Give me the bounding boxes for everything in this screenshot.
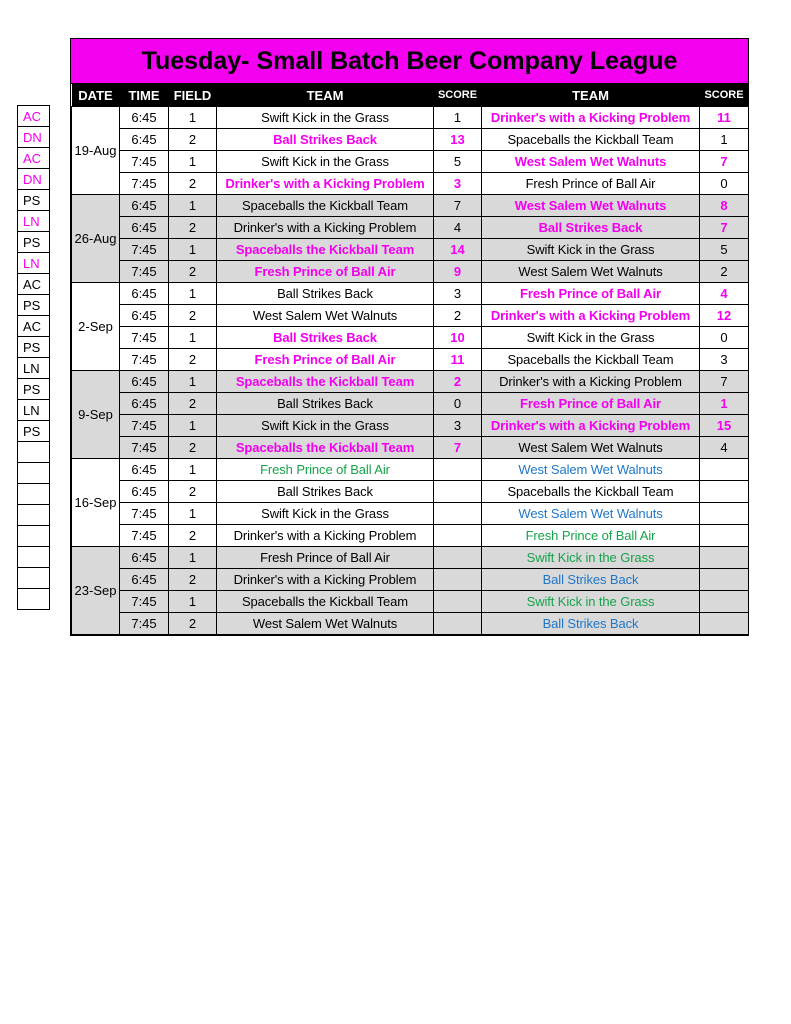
score-1-cell: 11 <box>434 349 482 371</box>
code-row <box>18 421 50 442</box>
time-cell: 7:45 <box>120 613 169 635</box>
field-cell: 2 <box>169 393 217 415</box>
team-1-cell: Ball Strikes Back <box>217 481 434 503</box>
score-1-cell <box>434 503 482 525</box>
code-row <box>18 379 50 400</box>
team-2-cell: West Salem Wet Walnuts <box>482 261 700 283</box>
code-cell: PS <box>18 295 50 316</box>
team-2-cell: Swift Kick in the Grass <box>482 327 700 349</box>
time-cell: 7:45 <box>120 173 169 195</box>
team-1-cell: Spaceballs the Kickball Team <box>217 195 434 217</box>
game-row <box>72 173 749 195</box>
score-1-cell: 1 <box>434 107 482 129</box>
code-row <box>18 295 50 316</box>
team-1-cell: Fresh Prince of Ball Air <box>217 547 434 569</box>
team-2-cell: Swift Kick in the Grass <box>482 239 700 261</box>
score-1-cell: 2 <box>434 305 482 327</box>
field-cell: 2 <box>169 305 217 327</box>
score-1-cell <box>434 569 482 591</box>
time-cell: 7:45 <box>120 503 169 525</box>
team-1-cell: West Salem Wet Walnuts <box>217 305 434 327</box>
code-cell: PS <box>18 421 50 442</box>
score-1-cell: 4 <box>434 217 482 239</box>
game-row <box>72 151 749 173</box>
field-cell: 1 <box>169 283 217 305</box>
code-cell: PS <box>18 379 50 400</box>
team-1-cell: Fresh Prince of Ball Air <box>217 261 434 283</box>
code-row <box>18 547 50 568</box>
team-2-cell: Fresh Prince of Ball Air <box>482 173 700 195</box>
game-row <box>72 437 749 459</box>
date-cell: 16-Sep <box>72 459 120 547</box>
game-row <box>72 239 749 261</box>
time-cell: 7:45 <box>120 525 169 547</box>
field-cell: 1 <box>169 459 217 481</box>
code-row <box>18 484 50 505</box>
team-2-cell: Drinker's with a Kicking Problem <box>482 107 700 129</box>
date-cell: 2-Sep <box>72 283 120 371</box>
code-row <box>18 358 50 379</box>
code-cell <box>18 484 50 505</box>
score-2-cell: 7 <box>700 217 749 239</box>
date-cell: 23-Sep <box>72 547 120 635</box>
game-row <box>72 305 749 327</box>
team-1-cell: Swift Kick in the Grass <box>217 107 434 129</box>
team-2-cell: West Salem Wet Walnuts <box>482 459 700 481</box>
time-cell: 7:45 <box>120 415 169 437</box>
time-cell: 6:45 <box>120 459 169 481</box>
team-2-cell: Fresh Prince of Ball Air <box>482 283 700 305</box>
field-cell: 1 <box>169 239 217 261</box>
header-date: DATE <box>72 84 120 107</box>
game-row <box>72 525 749 547</box>
game-row <box>72 481 749 503</box>
code-row <box>18 190 50 211</box>
code-row <box>18 526 50 547</box>
code-cell: DN <box>18 169 50 190</box>
code-row <box>18 274 50 295</box>
time-cell: 6:45 <box>120 547 169 569</box>
score-1-cell <box>434 547 482 569</box>
code-row <box>18 106 50 127</box>
field-cell: 2 <box>169 437 217 459</box>
score-1-cell: 10 <box>434 327 482 349</box>
team-1-cell: Drinker's with a Kicking Problem <box>217 173 434 195</box>
time-cell: 7:45 <box>120 239 169 261</box>
game-row <box>72 415 749 437</box>
time-cell: 7:45 <box>120 327 169 349</box>
field-cell: 1 <box>169 547 217 569</box>
field-cell: 2 <box>169 349 217 371</box>
code-cell: PS <box>18 337 50 358</box>
team-2-cell: Drinker's with a Kicking Problem <box>482 305 700 327</box>
code-row <box>18 337 50 358</box>
game-row <box>72 349 749 371</box>
game-row <box>72 217 749 239</box>
score-2-cell <box>700 525 749 547</box>
game-row <box>72 547 749 569</box>
score-1-cell: 9 <box>434 261 482 283</box>
game-row <box>72 327 749 349</box>
score-1-cell <box>434 591 482 613</box>
game-row <box>72 393 749 415</box>
team-1-cell: Ball Strikes Back <box>217 393 434 415</box>
team-2-cell: West Salem Wet Walnuts <box>482 151 700 173</box>
team-2-cell: Spaceballs the Kickball Team <box>482 349 700 371</box>
score-2-cell: 8 <box>700 195 749 217</box>
code-cell <box>18 547 50 568</box>
code-cell: DN <box>18 127 50 148</box>
team-2-cell: Fresh Prince of Ball Air <box>482 393 700 415</box>
team-1-cell: Fresh Prince of Ball Air <box>217 349 434 371</box>
team-2-cell: Swift Kick in the Grass <box>482 591 700 613</box>
code-cell: PS <box>18 232 50 253</box>
score-2-cell: 7 <box>700 371 749 393</box>
field-cell: 1 <box>169 151 217 173</box>
code-row <box>18 232 50 253</box>
game-row <box>72 129 749 151</box>
header-team-1: TEAM <box>217 84 434 107</box>
score-2-cell: 11 <box>700 107 749 129</box>
code-row <box>18 400 50 421</box>
game-row <box>72 613 749 635</box>
team-1-cell: Spaceballs the Kickball Team <box>217 239 434 261</box>
score-1-cell <box>434 525 482 547</box>
time-cell: 6:45 <box>120 393 169 415</box>
team-2-cell: Fresh Prince of Ball Air <box>482 525 700 547</box>
official-code-column <box>17 105 50 610</box>
score-1-cell: 7 <box>434 437 482 459</box>
score-2-cell <box>700 591 749 613</box>
score-1-cell <box>434 481 482 503</box>
field-cell: 1 <box>169 107 217 129</box>
time-cell: 7:45 <box>120 437 169 459</box>
score-2-cell: 2 <box>700 261 749 283</box>
field-cell: 1 <box>169 327 217 349</box>
time-cell: 6:45 <box>120 481 169 503</box>
score-2-cell: 4 <box>700 437 749 459</box>
code-row <box>18 253 50 274</box>
game-row <box>72 261 749 283</box>
code-row <box>18 505 50 526</box>
game-row <box>72 107 749 129</box>
code-row <box>18 211 50 232</box>
team-2-cell: Ball Strikes Back <box>482 569 700 591</box>
header-row <box>72 84 749 107</box>
field-cell: 1 <box>169 503 217 525</box>
time-cell: 6:45 <box>120 283 169 305</box>
score-2-cell: 3 <box>700 349 749 371</box>
score-1-cell: 3 <box>434 283 482 305</box>
score-2-cell: 15 <box>700 415 749 437</box>
score-2-cell: 4 <box>700 283 749 305</box>
score-2-cell <box>700 503 749 525</box>
code-cell: LN <box>18 253 50 274</box>
team-1-cell: Swift Kick in the Grass <box>217 503 434 525</box>
time-cell: 7:45 <box>120 261 169 283</box>
code-row <box>18 127 50 148</box>
team-1-cell: Drinker's with a Kicking Problem <box>217 217 434 239</box>
code-cell: AC <box>18 274 50 295</box>
team-2-cell: West Salem Wet Walnuts <box>482 195 700 217</box>
score-2-cell: 5 <box>700 239 749 261</box>
field-cell: 2 <box>169 613 217 635</box>
team-1-cell: Spaceballs the Kickball Team <box>217 591 434 613</box>
field-cell: 2 <box>169 569 217 591</box>
score-1-cell: 7 <box>434 195 482 217</box>
team-1-cell: Spaceballs the Kickball Team <box>217 371 434 393</box>
time-cell: 7:45 <box>120 151 169 173</box>
header-field: FIELD <box>169 84 217 107</box>
field-cell: 1 <box>169 415 217 437</box>
code-cell: AC <box>18 316 50 337</box>
team-2-cell: West Salem Wet Walnuts <box>482 503 700 525</box>
page-title: Tuesday- Small Batch Beer Company League <box>71 39 748 84</box>
score-2-cell: 1 <box>700 393 749 415</box>
field-cell: 2 <box>169 217 217 239</box>
game-row <box>72 569 749 591</box>
score-2-cell: 0 <box>700 173 749 195</box>
score-1-cell: 14 <box>434 239 482 261</box>
time-cell: 6:45 <box>120 305 169 327</box>
team-2-cell: Drinker's with a Kicking Problem <box>482 371 700 393</box>
code-cell: LN <box>18 358 50 379</box>
score-1-cell: 5 <box>434 151 482 173</box>
score-2-cell <box>700 547 749 569</box>
code-cell <box>18 526 50 547</box>
score-2-cell: 0 <box>700 327 749 349</box>
team-2-cell: Spaceballs the Kickball Team <box>482 481 700 503</box>
team-1-cell: Swift Kick in the Grass <box>217 415 434 437</box>
field-cell: 2 <box>169 481 217 503</box>
team-1-cell: Ball Strikes Back <box>217 283 434 305</box>
time-cell: 6:45 <box>120 195 169 217</box>
code-cell <box>18 589 50 610</box>
score-2-cell <box>700 459 749 481</box>
code-cell: LN <box>18 400 50 421</box>
score-2-cell: 1 <box>700 129 749 151</box>
score-1-cell: 3 <box>434 173 482 195</box>
game-row <box>72 283 749 305</box>
score-1-cell: 0 <box>434 393 482 415</box>
code-cell: PS <box>18 190 50 211</box>
field-cell: 2 <box>169 129 217 151</box>
time-cell: 6:45 <box>120 129 169 151</box>
team-1-cell: Fresh Prince of Ball Air <box>217 459 434 481</box>
time-cell: 6:45 <box>120 107 169 129</box>
code-row <box>18 148 50 169</box>
code-cell: LN <box>18 211 50 232</box>
team-2-cell: Swift Kick in the Grass <box>482 547 700 569</box>
team-1-cell: Swift Kick in the Grass <box>217 151 434 173</box>
score-1-cell: 2 <box>434 371 482 393</box>
team-2-cell: West Salem Wet Walnuts <box>482 437 700 459</box>
team-2-cell: Spaceballs the Kickball Team <box>482 129 700 151</box>
score-1-cell: 13 <box>434 129 482 151</box>
score-1-cell <box>434 613 482 635</box>
score-2-cell: 7 <box>700 151 749 173</box>
code-cell <box>18 505 50 526</box>
code-cell: AC <box>18 106 50 127</box>
field-cell: 1 <box>169 195 217 217</box>
score-2-cell <box>700 569 749 591</box>
score-2-cell: 12 <box>700 305 749 327</box>
time-cell: 6:45 <box>120 371 169 393</box>
date-cell: 26-Aug <box>72 195 120 283</box>
team-1-cell: Ball Strikes Back <box>217 327 434 349</box>
time-cell: 7:45 <box>120 349 169 371</box>
team-2-cell: Drinker's with a Kicking Problem <box>482 415 700 437</box>
team-1-cell: Spaceballs the Kickball Team <box>217 437 434 459</box>
code-row <box>18 589 50 610</box>
field-cell: 1 <box>169 371 217 393</box>
score-1-cell <box>434 459 482 481</box>
code-cell <box>18 568 50 589</box>
code-cell <box>18 442 50 463</box>
team-1-cell: Drinker's with a Kicking Problem <box>217 569 434 591</box>
date-cell: 19-Aug <box>72 107 120 195</box>
team-1-cell: Ball Strikes Back <box>217 129 434 151</box>
time-cell: 6:45 <box>120 217 169 239</box>
game-row <box>72 459 749 481</box>
team-2-cell: Ball Strikes Back <box>482 217 700 239</box>
code-row <box>18 568 50 589</box>
team-1-cell: Drinker's with a Kicking Problem <box>217 525 434 547</box>
score-2-cell <box>700 613 749 635</box>
code-cell: AC <box>18 148 50 169</box>
header-time: TIME <box>120 84 169 107</box>
code-cell <box>18 463 50 484</box>
code-row <box>18 463 50 484</box>
team-1-cell: West Salem Wet Walnuts <box>217 613 434 635</box>
score-1-cell: 3 <box>434 415 482 437</box>
game-row <box>72 195 749 217</box>
code-row <box>18 169 50 190</box>
header-score-2: SCORE <box>700 84 749 107</box>
field-cell: 2 <box>169 525 217 547</box>
field-cell: 1 <box>169 591 217 613</box>
field-cell: 2 <box>169 261 217 283</box>
team-2-cell: Ball Strikes Back <box>482 613 700 635</box>
code-row <box>18 316 50 337</box>
field-cell: 2 <box>169 173 217 195</box>
game-row <box>72 591 749 613</box>
code-row <box>18 442 50 463</box>
schedule-sheet <box>70 38 749 636</box>
header-score-1: SCORE <box>434 84 482 107</box>
time-cell: 6:45 <box>120 569 169 591</box>
date-cell: 9-Sep <box>72 371 120 459</box>
game-row <box>72 503 749 525</box>
schedule-table <box>71 84 749 635</box>
game-row <box>72 371 749 393</box>
time-cell: 7:45 <box>120 591 169 613</box>
score-2-cell <box>700 481 749 503</box>
header-team-2: TEAM <box>482 84 700 107</box>
